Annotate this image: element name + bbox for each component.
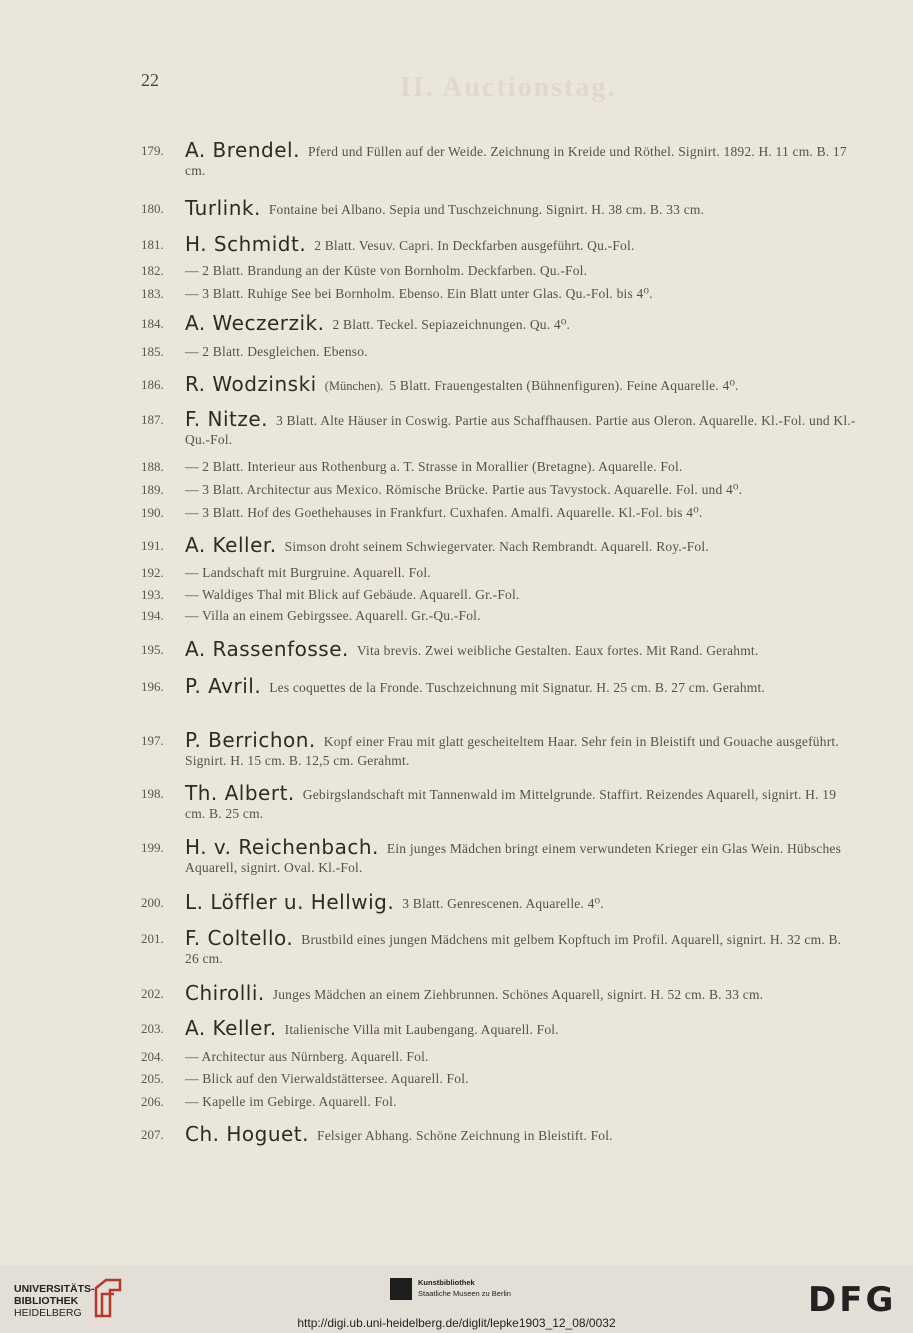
entry-number: 199. bbox=[141, 840, 164, 855]
artist-name: Th. Albert. bbox=[185, 781, 295, 805]
catalog-entry bbox=[141, 138, 856, 180]
entry-number: 181. bbox=[141, 237, 164, 252]
entry-description: 3 Blatt. Alte Häuser in Coswig. Partie aus Schaffhausen. Partie aus Oleron. Aquarelle. Kl.-Fol. und Kl.-Qu.-Fol. bbox=[185, 413, 856, 447]
artist-name: A. Keller. bbox=[185, 1016, 277, 1040]
entry-number: 190. bbox=[141, 505, 164, 520]
entry-description: — 3 Blatt. Ruhige See bei Bornholm. Ebenso. Ein Blatt unter Glas. Qu.-Fol. bis 4⁰. bbox=[185, 286, 653, 301]
kunstbibliothek-mark-icon bbox=[390, 1278, 412, 1300]
catalog-entry bbox=[141, 372, 856, 396]
catalog-entry bbox=[141, 503, 856, 522]
artist-name: L. Löffler u. Hellwig. bbox=[185, 890, 395, 914]
entry-description: Les coquettes de la Fronde. Tuschzeichnung mit Signatur. H. 25 cm. B. 27 cm. Gerahmt. bbox=[269, 680, 766, 695]
entry-number: 195. bbox=[141, 642, 164, 657]
catalog-entry bbox=[141, 835, 856, 877]
catalog-entry bbox=[141, 1122, 856, 1146]
entry-description: — Architectur aus Nürnberg. Aquarell. Fol. bbox=[185, 1049, 429, 1064]
catalog-entry bbox=[141, 1047, 856, 1066]
entry-number: 187. bbox=[141, 412, 164, 427]
entry-number: 206. bbox=[141, 1094, 164, 1109]
catalog-entry bbox=[141, 563, 856, 582]
entry-description: Junges Mädchen an einem Ziehbrunnen. Schönes Aquarell, signirt. H. 52 cm. B. 33 cm. bbox=[272, 987, 764, 1002]
artist-name: Turlink. bbox=[185, 196, 261, 220]
artist-name: H. v. Reichenbach. bbox=[185, 835, 379, 859]
entry-description: — Kapelle im Gebirge. Aquarell. Fol. bbox=[185, 1094, 397, 1109]
catalog-entry bbox=[141, 637, 856, 661]
entry-number: 196. bbox=[141, 679, 164, 694]
entry-number: 182. bbox=[141, 263, 164, 278]
entry-description: — 3 Blatt. Hof des Goethehauses in Frankfurt. Cuxhafen. Amalfi. Aquarelle. Kl.-Fol. bis 4⁰. bbox=[185, 505, 703, 520]
entry-description: Gebirgslandschaft mit Tannenwald im Mittelgrunde. Staffirt. Reizendes Aquarell, signirt. H. 19 cm. B. 25 cm. bbox=[185, 787, 837, 821]
entry-description: — Villa an einem Gebirgssee. Aquarell. Gr.-Qu.-Fol. bbox=[185, 608, 481, 623]
entry-description: Brustbild eines jungen Mädchens mit gelbem Kopftuch im Profil. Aquarell, signirt. H. 32 cm. B. 26 cm. bbox=[185, 932, 842, 966]
entry-description: Vita brevis. Zwei weibliche Gestalten. Eaux fortes. Mit Rand. Gerahmt. bbox=[356, 643, 759, 658]
entry-description: Simson droht seinem Schwiegervater. Nach Rembrandt. Aquarell. Roy.-Fol. bbox=[284, 539, 709, 554]
catalog-entry bbox=[141, 606, 856, 625]
entry-description: — 2 Blatt. Interieur aus Rothenburg a. T. Strasse in Morallier (Bretagne). Aquarelle. Fol. bbox=[185, 459, 683, 474]
artist-name: Ch. Hoguet. bbox=[185, 1122, 310, 1146]
entry-description: Italienische Villa mit Laubengang. Aquarell. Fol. bbox=[284, 1022, 559, 1037]
catalog-entry bbox=[141, 1069, 856, 1088]
permalink-url[interactable]: http://digi.ub.uni-heidelberg.de/diglit/lepke1903_12_08/0032 bbox=[297, 1316, 616, 1330]
page-number: 22 bbox=[141, 70, 159, 90]
entry-description: Felsiger Abhang. Schöne Zeichnung in Bleistift. Fol. bbox=[317, 1128, 613, 1143]
catalog-entry bbox=[141, 1092, 856, 1111]
entry-number: 198. bbox=[141, 786, 164, 801]
kb-line1: Kunstbibliothek bbox=[418, 1278, 475, 1287]
artist-name: A. Weczerzik. bbox=[185, 311, 325, 335]
entry-number: 191. bbox=[141, 538, 164, 553]
catalog-entry bbox=[141, 457, 856, 476]
catalog-entry bbox=[141, 926, 856, 968]
entry-number: 183. bbox=[141, 286, 164, 301]
entry-number: 180. bbox=[141, 201, 164, 216]
artist-name: A. Keller. bbox=[185, 533, 277, 557]
entry-number: 207. bbox=[141, 1127, 164, 1142]
entry-number: 189. bbox=[141, 482, 164, 497]
artist-name: A. Rassenfosse. bbox=[185, 637, 349, 661]
entry-number: 179. bbox=[141, 143, 164, 158]
artist-location: (München). bbox=[324, 379, 384, 393]
artist-name: F. Nitze. bbox=[185, 407, 269, 431]
catalog-entry bbox=[141, 407, 856, 449]
entry-description: Fontaine bei Albano. Sepia und Tuschzeichnung. Signirt. H. 38 cm. B. 33 cm. bbox=[268, 202, 705, 217]
entry-number: 192. bbox=[141, 565, 164, 580]
catalog-entry bbox=[141, 981, 856, 1005]
ub-line3: HEIDELBERG bbox=[14, 1307, 82, 1319]
entry-description: — Landschaft mit Burgruine. Aquarell. Fol. bbox=[185, 565, 431, 580]
artist-name: P. Berrichon. bbox=[185, 728, 316, 752]
dfg-logo[interactable]: DFG bbox=[808, 1280, 897, 1320]
entry-description: Pferd und Füllen auf der Weide. Zeichnung in Kreide und Röthel. Signirt. 1892. H. 11 cm. B. 17 cm. bbox=[185, 144, 847, 178]
catalog-entry bbox=[141, 674, 856, 698]
artist-name: H. Schmidt. bbox=[185, 232, 307, 256]
kb-line2: Staatliche Museen zu Berlin bbox=[418, 1289, 511, 1298]
catalog-entry bbox=[141, 890, 856, 914]
entry-number: 200. bbox=[141, 895, 164, 910]
entry-number: 188. bbox=[141, 459, 164, 474]
entry-number: 193. bbox=[141, 587, 164, 602]
catalog-entry bbox=[141, 533, 856, 557]
entry-number: 203. bbox=[141, 1021, 164, 1036]
entry-number: 202. bbox=[141, 986, 164, 1001]
entry-number: 186. bbox=[141, 377, 164, 392]
artist-name: P. Avril. bbox=[185, 674, 262, 698]
entry-description: Kopf einer Frau mit glatt gescheiteltem Haar. Sehr fein in Bleistift und Gouache ausgeführt. Signirt. H. 15 cm. B. 12,5 cm. Gerahmt. bbox=[185, 734, 839, 768]
entry-number: 204. bbox=[141, 1049, 164, 1064]
catalog-entry bbox=[141, 261, 856, 280]
catalog-entry bbox=[141, 585, 856, 604]
entry-number: 185. bbox=[141, 344, 164, 359]
entry-description: 3 Blatt. Genrescenen. Aquarelle. 4⁰. bbox=[402, 896, 604, 911]
entry-number: 184. bbox=[141, 316, 164, 331]
artist-name: R. Wodzinski bbox=[185, 372, 317, 396]
entry-description: Ein junges Mädchen bringt einem verwundeten Krieger ein Glas Wein. Hübsches Aquarell, signirt. Oval. Kl.-Fol. bbox=[185, 841, 842, 875]
entry-description: 2 Blatt. Vesuv. Capri. In Deckfarben ausgeführt. Qu.-Fol. bbox=[314, 238, 635, 253]
artist-name: A. Brendel. bbox=[185, 138, 300, 162]
entry-description: — Waldiges Thal mit Blick auf Gebäude. Aquarell. Gr.-Fol. bbox=[185, 587, 520, 602]
entry-description: — 3 Blatt. Architectur aus Mexico. Römische Brücke. Partie aus Tavystock. Aquarelle. Fol. und 4⁰. bbox=[185, 482, 743, 497]
entry-number: 205. bbox=[141, 1071, 164, 1086]
catalog-entry bbox=[141, 284, 856, 303]
entry-description: 5 Blatt. Frauengestalten (Bühnenfiguren). Feine Aquarelle. 4⁰. bbox=[389, 378, 739, 393]
entry-number: 197. bbox=[141, 733, 164, 748]
entry-description: — Blick auf den Vierwaldstättersee. Aquarell. Fol. bbox=[185, 1071, 469, 1086]
catalog-entry bbox=[141, 196, 856, 220]
entry-description: — 2 Blatt. Desgleichen. Ebenso. bbox=[185, 344, 368, 359]
ub-line2: BIBLIOTHEK bbox=[14, 1295, 79, 1307]
entry-description: — 2 Blatt. Brandung an der Küste von Bornholm. Deckfarben. Qu.-Fol. bbox=[185, 263, 588, 278]
catalog-entry bbox=[141, 1016, 856, 1040]
entry-number: 194. bbox=[141, 608, 164, 623]
ub-line1: UNIVERSITÄTS- bbox=[14, 1283, 95, 1295]
catalog-entry bbox=[141, 781, 856, 823]
ub-emblem-icon bbox=[92, 1276, 124, 1320]
faded-heading: II. Auctionstag. bbox=[400, 72, 617, 103]
catalog-entry bbox=[141, 342, 856, 361]
catalog-entry bbox=[141, 480, 856, 499]
artist-name: Chirolli. bbox=[185, 981, 265, 1005]
catalog-entry bbox=[141, 311, 856, 335]
entry-number: 201. bbox=[141, 931, 164, 946]
kunstbibliothek-logo[interactable] bbox=[390, 1276, 530, 1316]
catalog-entry bbox=[141, 728, 856, 770]
artist-name: F. Coltello. bbox=[185, 926, 294, 950]
catalog-entry bbox=[141, 232, 856, 256]
entry-description: 2 Blatt. Teckel. Sepiazeichnungen. Qu. 4⁰. bbox=[332, 317, 571, 332]
